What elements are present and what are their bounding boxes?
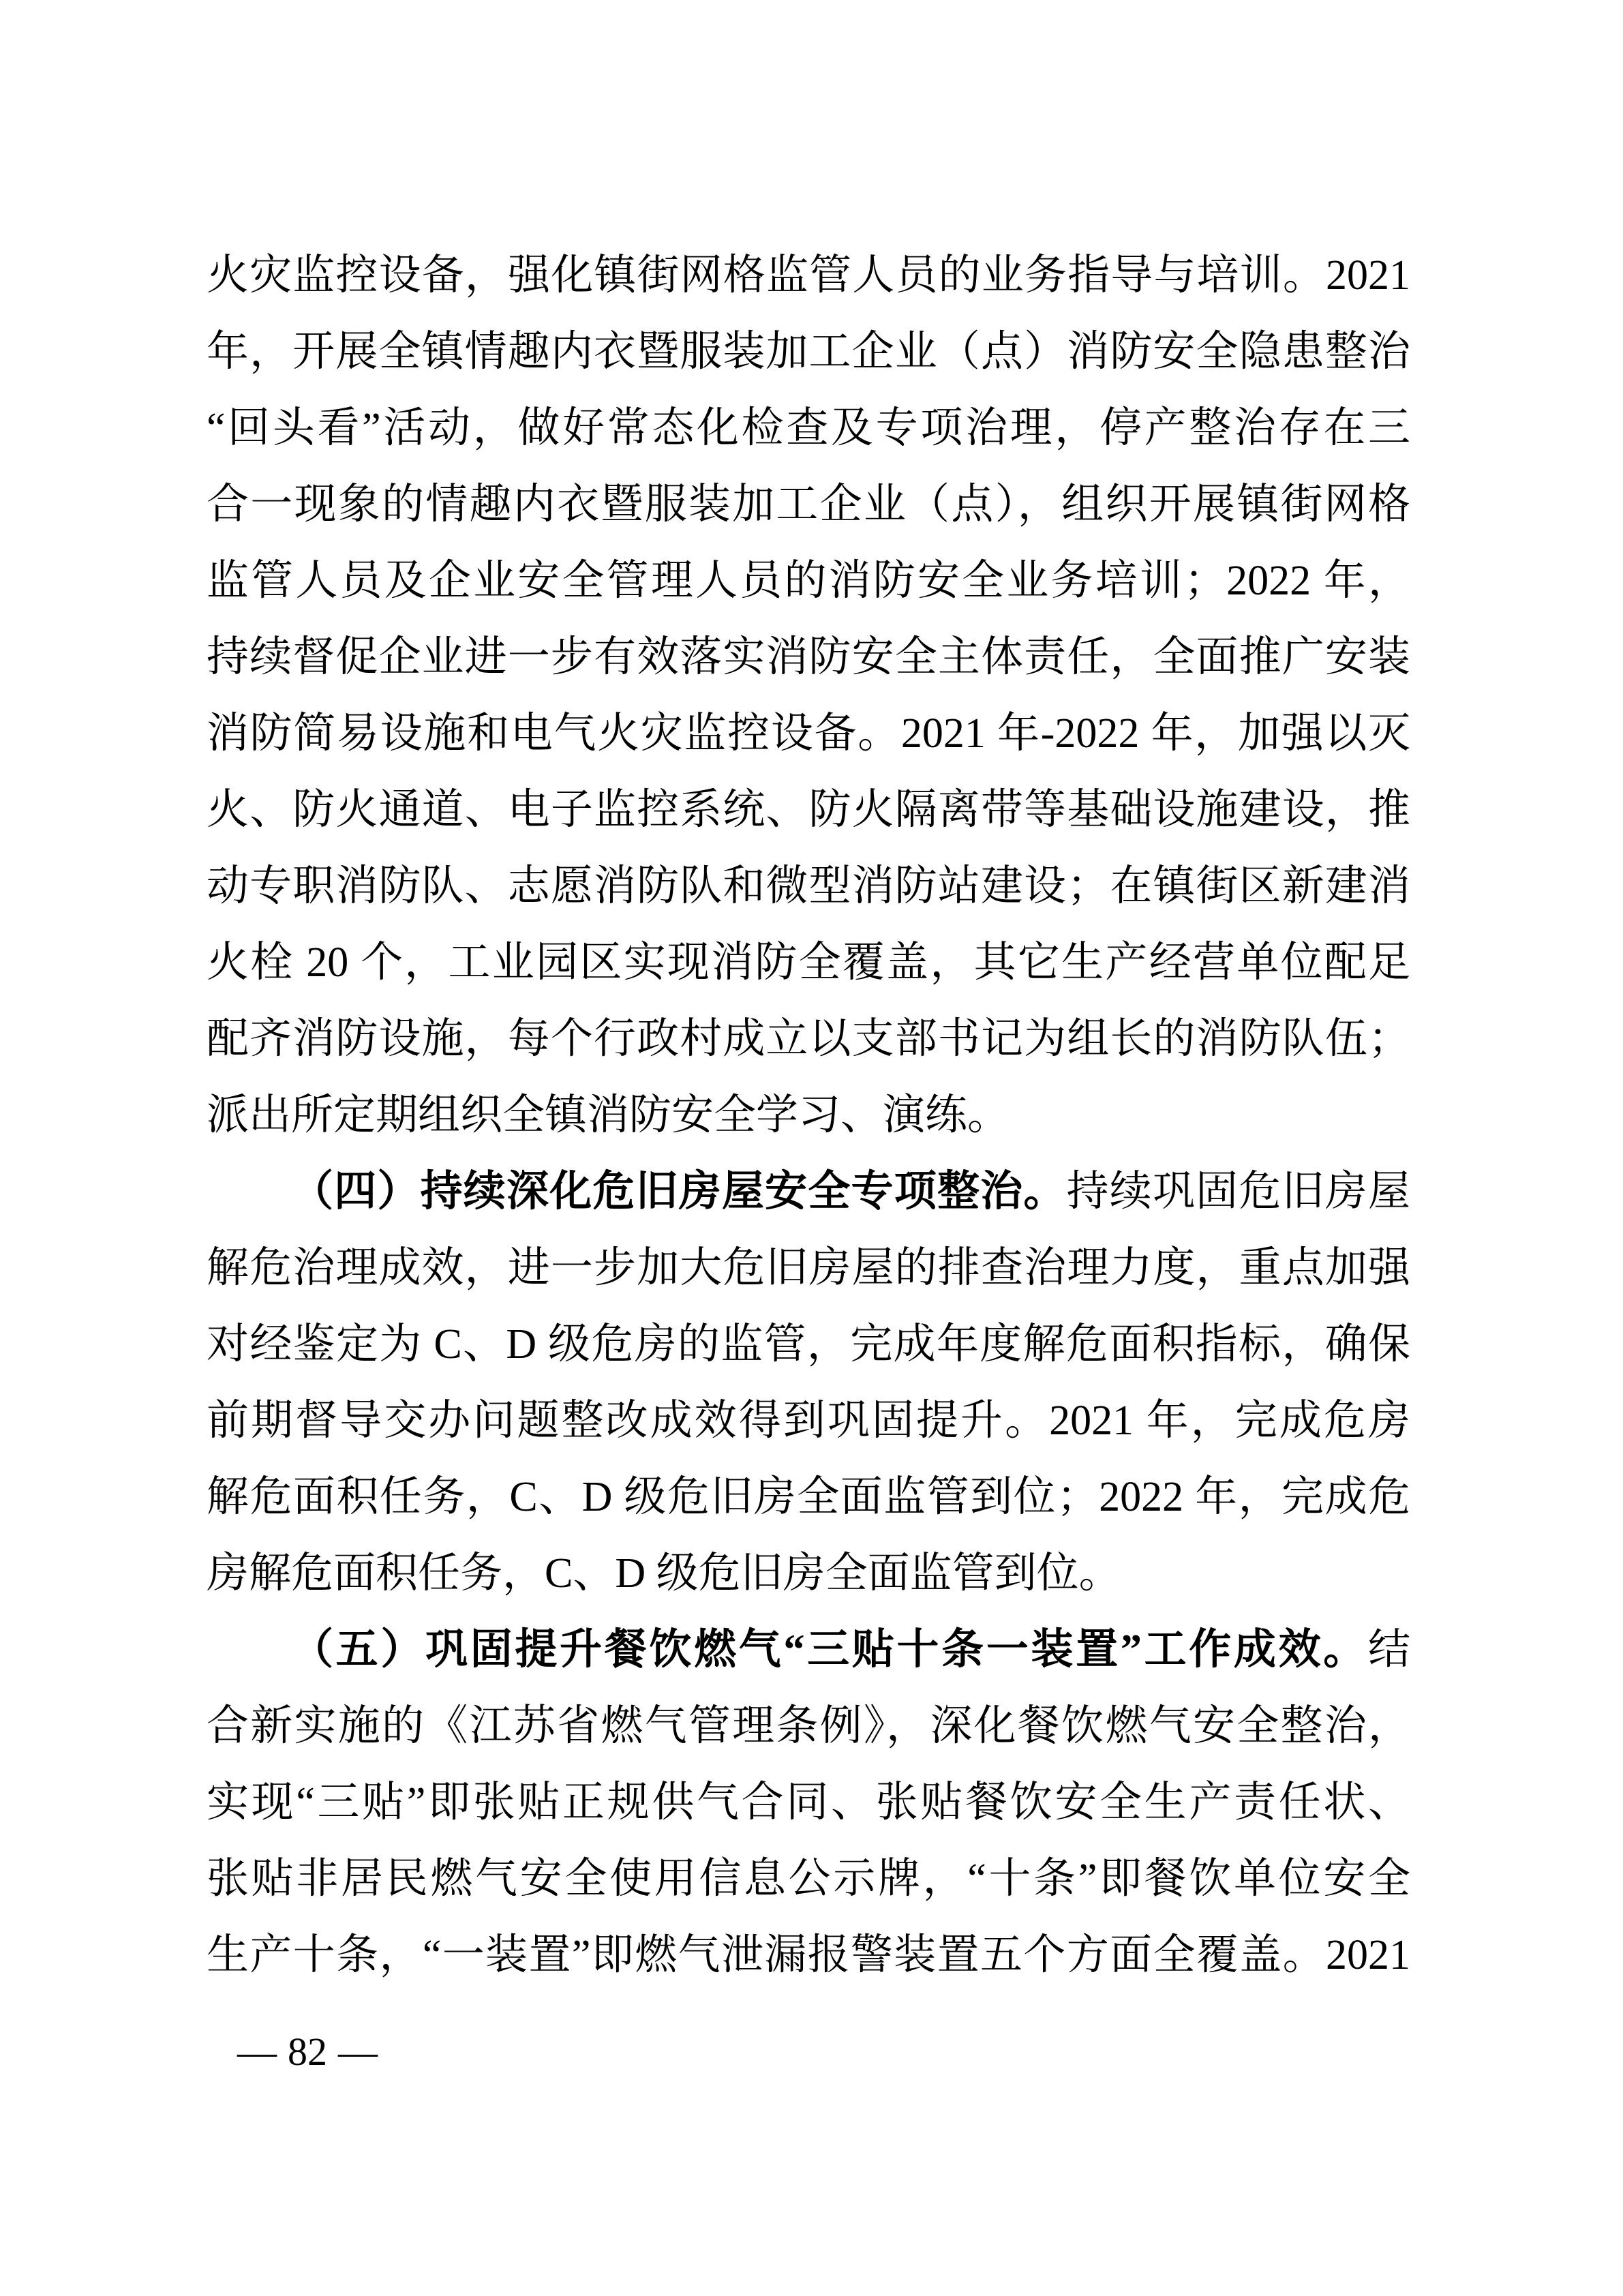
text-line: 火灾监控设备，强化镇街网格监管人员的业务指导与培训。2021 [207,252,1410,299]
text-line: 生产十条，“一装置”即燃气泄漏报警装置五个方面全覆盖。2021 [207,1932,1410,1978]
document-body [207,237,1410,1993]
text-line: 解危面积任务，C、D 级危旧房全面监管到位；2022 年，完成危 [207,1474,1410,1520]
text-line: 实现“三贴”即张贴正规供气合同、张贴餐饮安全生产责任状、 [207,1779,1410,1826]
text-line: 对经鉴定为 C、D 级危房的监管，完成年度解危面积指标，确保 [207,1321,1410,1368]
section-heading: （五）巩固提升餐饮燃气“三贴十条一装置”工作成效。 [291,1627,1368,1673]
footer-dash-right: — [338,2029,378,2074]
text-line: 解危治理成效，进一步加大危旧房屋的排查治理力度，重点加强 [207,1245,1410,1291]
text-line: 火、防火通道、电子监控系统、防火隔离带等基础设施建设，推 [207,787,1410,833]
page-footer [237,2030,378,2074]
page-number: 82 [288,2029,327,2074]
text-line: 配齐消防设施，每个行政村成立以支部书记为组长的消防队伍； [207,1016,1410,1062]
text-line: 年，开展全镇情趣内衣暨服装加工企业（点）消防安全隐患整治 [207,329,1410,375]
text-line: 动专职消防队、志愿消防队和微型消防站建设；在镇街区新建消 [207,863,1410,909]
text-line: 合新实施的《江苏省燃气管理条例》，深化餐饮燃气安全整治， [207,1703,1410,1749]
footer-dash-left: — [237,2029,277,2074]
text-run: 结 [1367,1627,1410,1673]
text-line: 张贴非居民燃气安全使用信息公示牌，“十条”即餐饮单位安全 [207,1856,1410,1902]
text-line: “回头看”活动，做好常态化检查及专项治理，停产整治存在三 [207,405,1410,451]
text-line: 前期督导交办问题整改成效得到巩固提升。2021 年，完成危房 [207,1398,1410,1444]
text-line: 火栓 20 个，工业园区实现消防全覆盖，其它生产经营单位配足 [207,939,1410,986]
section-heading: （四）持续深化危旧房屋安全专项整治。 [291,1168,1067,1215]
paragraph-end-line: 派出所定期组织全镇消防安全学习、演练。 [207,1092,1010,1138]
text-line: 监管人员及企业安全管理人员的消防安全业务培训；2022 年， [207,558,1410,604]
text-line: 合一现象的情趣内衣暨服装加工企业（点），组织开展镇街网格 [207,481,1410,528]
text-line: 消防简易设施和电气火灾监控设备。2021 年-2022 年，加强以灭 [207,710,1410,757]
text-run: 持续巩固危旧房屋 [1066,1168,1410,1215]
text-line: 持续督促企业进一步有效落实消防安全主体责任，全面推广安装 [207,634,1410,680]
paragraph-end-line: 房解危面积任务，C、D 级危旧房全面监管到位。 [207,1550,1121,1597]
section-heading-line [207,1153,1410,1230]
section-heading-line [207,1612,1410,1688]
